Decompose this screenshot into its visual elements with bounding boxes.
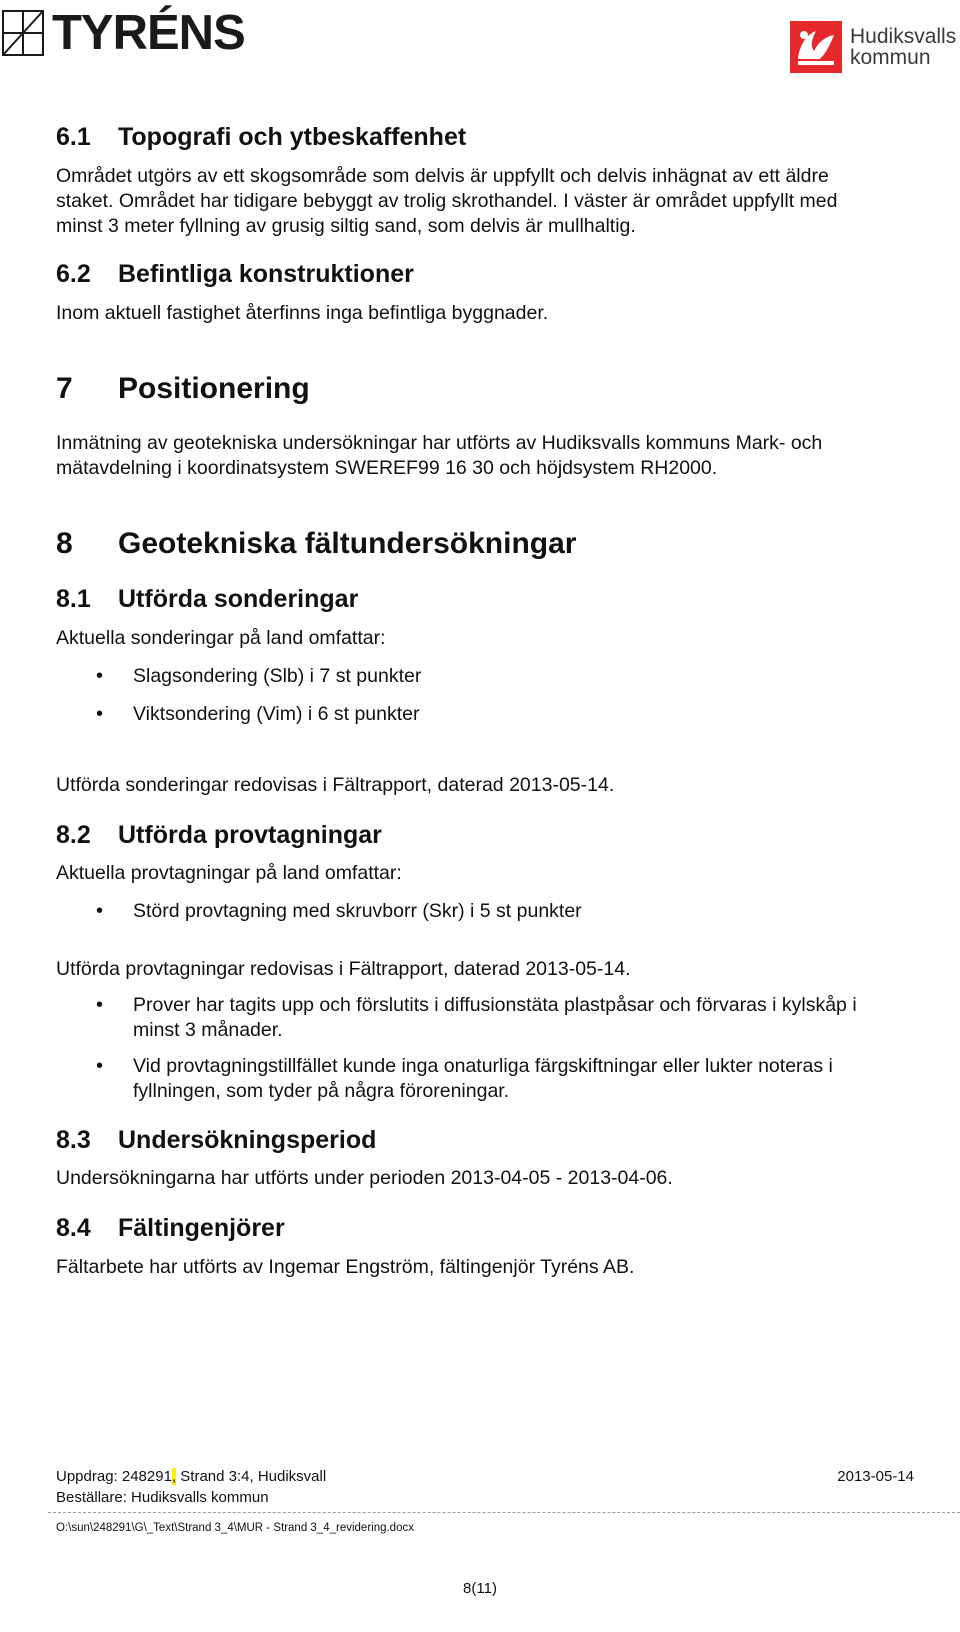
paragraph-6-2: Inom aktuell fastighet återfinns inga befintliga byggnader.	[56, 302, 549, 324]
paragraph-8-2-intro: Aktuella provtagningar på land omfattar:	[56, 862, 402, 884]
heading-8-1: 8.1 Utförda sonderingar	[56, 585, 359, 613]
heading-8-2: 8.2 Utförda provtagningar	[56, 821, 382, 849]
tyrens-wordmark: TYRÉNS	[52, 6, 245, 60]
hudiksvall-logo	[790, 20, 956, 74]
heading-8-3: 8.3 Undersökningsperiod	[56, 1126, 377, 1154]
footer-date: 2013-05-14	[837, 1468, 914, 1485]
footer-file-path: O:\sun\248291\G\_Text\Strand 3_4\MUR - Strand 3_4_revidering.docx	[56, 1522, 414, 1534]
page-number: 8(11)	[463, 1580, 497, 1597]
paragraph-8-2-outro: Utförda provtagningar redovisas i Fältrapport, daterad 2013-05-14.	[56, 958, 631, 980]
footer-divider	[48, 1512, 960, 1513]
heading-6-2: 6.2 Befintliga konstruktioner	[56, 260, 414, 288]
footer-bestallare: Beställare: Hudiksvalls kommun	[56, 1489, 269, 1506]
list-item: • Slagsondering (Slb) i 7 st punkter	[96, 665, 422, 687]
heading-8: 8 Geotekniska fältundersökningar	[56, 527, 577, 560]
hudiksvall-name: Hudiksvalls	[850, 25, 957, 48]
paragraph-6-1: Området utgörs av ett skogsområde som delvis är uppfyllt och delvis inhägnat av ett äldre staket. Området har tidigare bebyggt av trolig skrothandel. I väster är området uppfyllt med minst 3 meter fyllning av grusig siltig sand, som delvis är mullhaltig.	[56, 165, 838, 237]
paragraph-8-1-outro: Utförda sonderingar redovisas i Fältrapport, daterad 2013-05-14.	[56, 774, 615, 796]
tyrens-logo	[2, 8, 245, 58]
paragraph-8-4: Fältarbete har utförts av Ingemar Engström, fältingenjör Tyréns AB.	[56, 1256, 635, 1278]
hudiksvall-crest-icon	[790, 21, 842, 73]
list-item: • Störd provtagning med skruvborr (Skr) i 5 st punkter	[96, 900, 582, 922]
paragraph-7: Inmätning av geotekniska undersökningar har utförts av Hudiksvalls kommuns Mark- och mätavdelning i koordinatsystem SWEREF99 16 30 och höjdsystem RH2000.	[56, 432, 823, 479]
list-item: • Viktsondering (Vim) i 6 st punkter	[96, 703, 420, 725]
heading-6-1: 6.1 Topografi och ytbeskaffenhet	[56, 123, 467, 151]
hudiksvall-kommun: kommun	[850, 46, 931, 69]
list-item: • Prover har tagits upp och förslutits i diffusionstäta plastpåsar och förvaras i kylskåp i minst 3 månader.	[96, 994, 857, 1041]
heading-8-4: 8.4 Fältingenjörer	[56, 1214, 285, 1242]
footer-uppdrag: Uppdrag: 248291, Strand 3:4, Hudiksvall	[56, 1468, 327, 1485]
heading-7: 7 Positionering	[56, 372, 310, 405]
paragraph-8-1-intro: Aktuella sonderingar på land omfattar:	[56, 627, 386, 649]
list-item: • Vid provtagningstillfället kunde inga onaturliga färgskiftningar eller lukter noteras i fyllningen, som tyder på några föroreningar.	[96, 1055, 833, 1102]
tyrens-emblem-icon	[2, 10, 44, 56]
paragraph-8-3: Undersökningarna har utförts under perioden 2013-04-05 - 2013-04-06.	[56, 1167, 673, 1189]
